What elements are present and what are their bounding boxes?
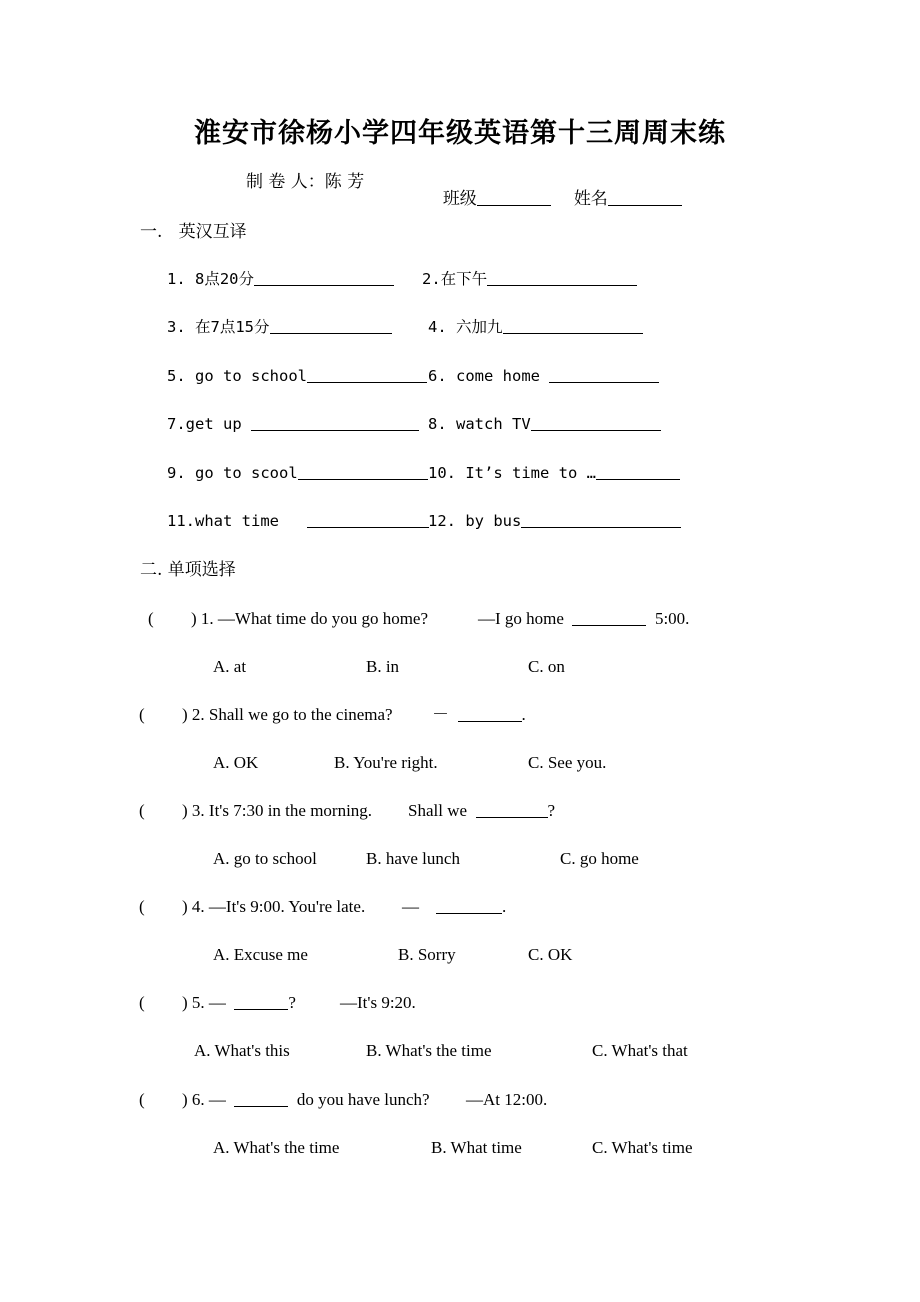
option-b[interactable]: B. What's the time	[366, 1041, 492, 1060]
question-text: ) 2. Shall we go to the cinema?	[182, 705, 393, 724]
answer-blank[interactable]	[298, 479, 428, 480]
answer-paren[interactable]: (	[139, 801, 145, 820]
translate-item: 3. 在7点15分	[167, 320, 392, 336]
answer-blank[interactable]	[436, 913, 502, 914]
option-a[interactable]: A. Excuse me	[213, 945, 308, 964]
answer-blank[interactable]	[234, 1009, 288, 1010]
question-text: ) 6. — do you have lunch?	[182, 1090, 430, 1109]
answer-blank[interactable]	[487, 285, 637, 286]
question-text: ) 5. — ?	[182, 993, 296, 1012]
answer-blank[interactable]	[549, 382, 659, 383]
option-b[interactable]: B. in	[366, 657, 400, 676]
translate-item: 4. 六加九	[428, 320, 643, 336]
option-c[interactable]: C. go home	[560, 849, 639, 868]
translate-item: 5. go to school	[167, 369, 427, 385]
answer-paren[interactable]: (	[139, 897, 145, 916]
question-text: ) 3. It's 7:30 in the morning.	[182, 801, 373, 820]
section1-heading: 一. 英汉互译	[140, 222, 247, 242]
translate-item: 8. watch TV	[428, 417, 661, 433]
answer-blank[interactable]	[503, 333, 643, 334]
question-answer: Shall we ?	[408, 801, 556, 820]
option-c[interactable]: C. What's that	[592, 1041, 688, 1060]
class-field	[432, 174, 551, 208]
name-blank[interactable]	[608, 205, 682, 206]
question-text: ) 1. —What time do you go home?	[191, 609, 429, 628]
translate-item: 10. It’s time to …	[428, 466, 680, 482]
question-text: ) 4. —It's 9:00. You're late.	[182, 897, 366, 916]
option-b[interactable]: B. Sorry	[398, 945, 456, 964]
option-a[interactable]: A. go to school	[213, 849, 317, 868]
option-a[interactable]: A. What's the time	[213, 1138, 340, 1157]
answer-paren[interactable]: (	[139, 705, 145, 724]
question-answer: － .	[432, 705, 526, 724]
class-blank[interactable]	[477, 205, 551, 206]
answer-blank[interactable]	[254, 285, 394, 286]
option-b[interactable]: B. You're right.	[334, 753, 438, 772]
answer-paren[interactable]: (	[139, 993, 145, 1012]
answer-blank[interactable]	[476, 817, 548, 818]
answer-blank[interactable]	[572, 625, 646, 626]
option-c[interactable]: C. See you.	[528, 753, 607, 772]
translate-item: 2.在下午	[422, 272, 637, 288]
answer-blank[interactable]	[521, 527, 681, 528]
name-label: 姓名	[573, 189, 608, 209]
question-answer: — .	[402, 897, 507, 916]
section2-heading: 二. 单项选择	[140, 560, 236, 580]
option-c[interactable]: C. What's time	[592, 1138, 693, 1157]
author-line: 制 卷 人：陈 芳	[246, 172, 365, 192]
translate-item: 6. come home	[428, 369, 659, 385]
answer-blank[interactable]	[531, 430, 661, 431]
translate-item: 11.what time	[167, 514, 429, 530]
answer-blank[interactable]	[234, 1106, 288, 1107]
answer-blank[interactable]	[251, 430, 419, 431]
translate-item: 7.get up	[167, 417, 419, 433]
question-answer: —I go home 5:00.	[478, 609, 690, 628]
translate-item: 9. go to scool	[167, 466, 428, 482]
answer-paren[interactable]: (	[148, 609, 154, 628]
answer-blank[interactable]	[458, 721, 522, 722]
name-field	[563, 174, 682, 208]
answer-blank[interactable]	[596, 479, 680, 480]
answer-blank[interactable]	[270, 333, 392, 334]
option-a[interactable]: A. at	[213, 657, 247, 676]
question-answer: —At 12:00.	[466, 1090, 548, 1109]
answer-blank[interactable]	[307, 527, 429, 528]
option-b[interactable]: B. What time	[431, 1138, 522, 1157]
answer-blank[interactable]	[307, 382, 427, 383]
question-answer: —It's 9:20.	[340, 993, 416, 1012]
option-b[interactable]: B. have lunch	[366, 849, 460, 868]
translate-item: 12. by bus	[428, 514, 681, 530]
page-title: 淮安市徐杨小学四年级英语第十三周周末练	[194, 118, 726, 149]
class-label: 班级	[442, 189, 477, 209]
answer-paren[interactable]: (	[139, 1090, 145, 1109]
option-c[interactable]: C. on	[528, 657, 565, 676]
option-a[interactable]: A. What's this	[194, 1041, 290, 1060]
option-a[interactable]: A. OK	[213, 753, 259, 772]
option-c[interactable]: C. OK	[528, 945, 573, 964]
translate-item: 1. 8点20分	[167, 272, 394, 288]
